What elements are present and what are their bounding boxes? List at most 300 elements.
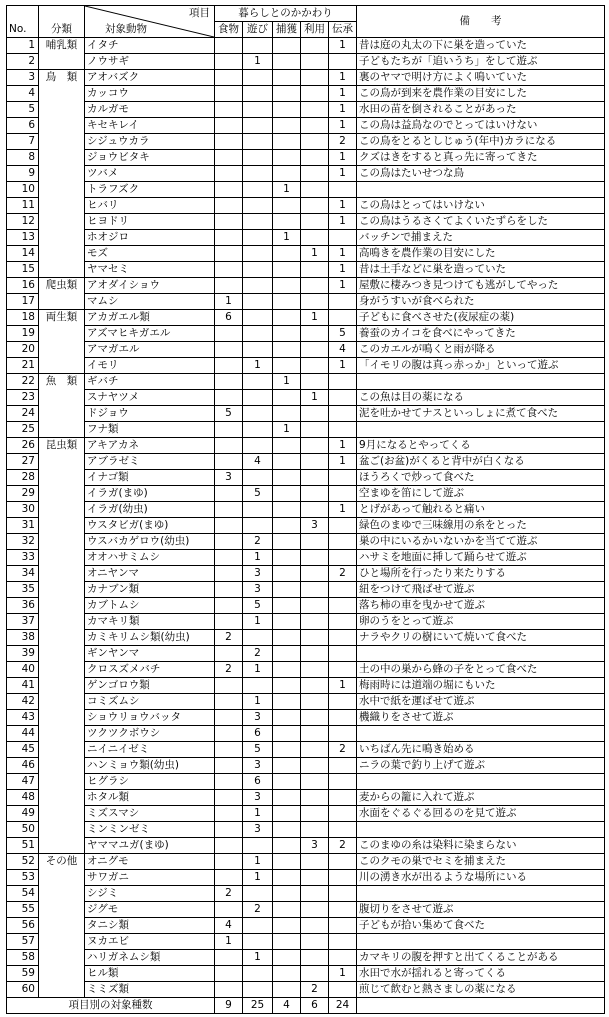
row-capture-value [273,310,301,326]
row-use-value [301,614,329,630]
row-food-value [215,518,243,534]
row-use-value [301,534,329,550]
row-food-value [215,38,243,54]
row-no: 51 [7,838,39,854]
row-play-value [243,326,273,342]
row-no: 55 [7,902,39,918]
table-row [7,662,605,678]
row-no: 37 [7,614,39,630]
row-lore-value: 2 [329,566,357,582]
row-no: 40 [7,662,39,678]
row-no: 26 [7,438,39,454]
row-remarks: 煎じて飲むと熱さましの薬になる [357,982,605,998]
row-no: 54 [7,886,39,902]
row-play-value [243,70,273,86]
row-animal-name: シジミ [85,886,215,902]
row-remarks [357,886,605,902]
row-food-value [215,422,243,438]
row-animal-name: ゲンゴロウ類 [85,678,215,694]
row-capture-value [273,950,301,966]
row-remarks: ニラの葉で釣り上げて遊ぶ [357,758,605,774]
row-remarks: この鳥が到来を農作業の目安にした [357,86,605,102]
row-play-value [243,166,273,182]
row-remarks: クズはきをすると真っ先に寄ってきた [357,150,605,166]
row-food-value [215,550,243,566]
header-category-label: 分類 [39,22,85,38]
row-use-value [301,150,329,166]
table-row [7,38,605,54]
row-food-value: 2 [215,630,243,646]
row-animal-name: スナヤツメ [85,390,215,406]
row-remarks: とげがあって触れると痛い [357,502,605,518]
table-row [7,502,605,518]
row-capture-value [273,54,301,70]
row-use-value: 3 [301,518,329,534]
row-lore-value [329,534,357,550]
row-play-value [243,934,273,950]
row-use-value [301,870,329,886]
row-animal-name: アマガエル [85,342,215,358]
row-play-value: 6 [243,774,273,790]
row-animal-name: カマキリ類 [85,614,215,630]
row-capture-value [273,918,301,934]
row-use-value [301,230,329,246]
row-animal-name: ヒグラシ [85,774,215,790]
row-animal-name: ホタル類 [85,790,215,806]
row-play-value [243,214,273,230]
row-capture-value [273,566,301,582]
row-remarks: 盆ご(お盆)がくると背中が白くなる [357,454,605,470]
row-remarks: 機織りをさせて遊ぶ [357,710,605,726]
animal-relationship-table [6,5,605,1014]
row-capture-value [273,102,301,118]
row-food-value [215,614,243,630]
header-item-animal-cell [85,6,215,38]
row-no: 30 [7,502,39,518]
row-play-value: 1 [243,358,273,374]
row-use-value [301,198,329,214]
row-lore-value [329,918,357,934]
row-use-value [301,294,329,310]
row-food-value [215,598,243,614]
row-use-value [301,710,329,726]
row-animal-name: ヒル類 [85,966,215,982]
row-use-value [301,118,329,134]
row-animal-name: ギンヤンマ [85,646,215,662]
row-food-value [215,902,243,918]
row-no: 10 [7,182,39,198]
row-remarks: 裏のヤマで明け方によく鳴いていた [357,70,605,86]
row-no: 27 [7,454,39,470]
row-remarks: この鳥をとるとしじゅう(年中)カラになる [357,134,605,150]
total-lore: 24 [329,998,357,1014]
table-row [7,374,605,390]
row-no: 12 [7,214,39,230]
row-animal-name: ヤママユガ(まゆ) [85,838,215,854]
row-capture-value [273,214,301,230]
header-no-top [7,6,39,22]
row-no: 50 [7,822,39,838]
row-lore-value [329,934,357,950]
row-remarks: 巣の中にいるかいないかを当てて遊ぶ [357,534,605,550]
table-row [7,230,605,246]
table-row [7,582,605,598]
table-row [7,246,605,262]
row-lore-value: 1 [329,278,357,294]
row-capture-value [273,454,301,470]
row-capture-value [273,390,301,406]
table-row [7,518,605,534]
row-no: 18 [7,310,39,326]
row-animal-name: ホオジロ [85,230,215,246]
row-food-value [215,278,243,294]
row-food-value [215,966,243,982]
table-row [7,214,605,230]
table-row [7,838,605,854]
row-capture-value [273,38,301,54]
row-remarks: 川の湧き水が出るような場所にいる [357,870,605,886]
row-capture-value [273,166,301,182]
row-play-value [243,102,273,118]
table-row [7,278,605,294]
row-animal-name: アキアカネ [85,438,215,454]
row-play-value [243,230,273,246]
row-play-value: 5 [243,742,273,758]
row-remarks: 空まゆを笛にして遊ぶ [357,486,605,502]
row-food-value [215,70,243,86]
row-play-value: 1 [243,806,273,822]
row-lore-value [329,374,357,390]
row-capture-value: 1 [273,374,301,390]
row-lore-value: 1 [329,150,357,166]
row-lore-value [329,646,357,662]
row-use-value [301,70,329,86]
row-use-value [301,726,329,742]
row-food-value [215,646,243,662]
row-no: 5 [7,102,39,118]
row-no: 32 [7,534,39,550]
row-play-value [243,630,273,646]
row-play-value [243,966,273,982]
row-animal-name: カナブン類 [85,582,215,598]
row-no: 38 [7,630,39,646]
row-capture-value [273,870,301,886]
row-lore-value [329,598,357,614]
table-row [7,630,605,646]
row-play-value: 3 [243,822,273,838]
row-play-value: 1 [243,662,273,678]
row-capture-value [273,678,301,694]
row-no: 11 [7,198,39,214]
row-animal-name: ヒバリ [85,198,215,214]
row-capture-value [273,438,301,454]
row-use-value [301,166,329,182]
row-lore-value: 1 [329,454,357,470]
total-play: 25 [243,998,273,1014]
row-use-value [301,598,329,614]
row-animal-name: カッコウ [85,86,215,102]
row-no: 42 [7,694,39,710]
row-food-value [215,342,243,358]
row-remarks: ナラやクリの樹にいて焼いて食べた [357,630,605,646]
row-lore-value [329,694,357,710]
row-use-value [301,502,329,518]
row-capture-value [273,134,301,150]
row-food-value [215,502,243,518]
row-play-value: 3 [243,758,273,774]
row-use-value: 1 [301,246,329,262]
row-animal-name: イラガ(幼虫) [85,502,215,518]
row-no: 36 [7,598,39,614]
row-capture-value [273,406,301,422]
table-row [7,294,605,310]
row-use-value [301,102,329,118]
row-play-value [243,918,273,934]
row-play-value [243,150,273,166]
row-lore-value [329,54,357,70]
row-category: 両生類 [39,310,85,374]
row-food-value: 6 [215,310,243,326]
row-remarks: 昔は庭の丸太の下に巣を造っていた [357,38,605,54]
row-food-value [215,822,243,838]
table-row [7,598,605,614]
row-no: 22 [7,374,39,390]
row-play-value: 1 [243,854,273,870]
row-category: 哺乳類 [39,38,85,70]
table-row [7,550,605,566]
row-remarks: 屋敷に棲みつき見つけても逃がしてやった [357,278,605,294]
row-lore-value [329,902,357,918]
row-play-value [243,518,273,534]
row-animal-name: ウスバカゲロウ(幼虫) [85,534,215,550]
row-lore-value: 1 [329,102,357,118]
row-animal-name: キセキレイ [85,118,215,134]
row-capture-value [273,486,301,502]
row-food-value: 2 [215,662,243,678]
row-use-value [301,902,329,918]
row-no: 56 [7,918,39,934]
row-play-value: 1 [243,54,273,70]
row-food-value [215,326,243,342]
row-animal-name: サワガニ [85,870,215,886]
row-food-value [215,566,243,582]
row-food-value: 1 [215,934,243,950]
row-category: その他 [39,854,85,998]
header-col-play: 遊び [243,22,273,38]
table-row [7,790,605,806]
row-food-value [215,726,243,742]
row-food-value [215,710,243,726]
row-capture-value [273,502,301,518]
row-play-value [243,502,273,518]
row-capture-value [273,742,301,758]
row-capture-value [273,470,301,486]
row-capture-value [273,358,301,374]
row-food-value: 2 [215,886,243,902]
row-lore-value [329,182,357,198]
row-capture-value [273,262,301,278]
row-play-value: 1 [243,550,273,566]
row-play-value [243,246,273,262]
row-play-value [243,678,273,694]
row-capture-value: 1 [273,230,301,246]
header-col-use: 利用 [301,22,329,38]
row-use-value [301,742,329,758]
row-animal-name: ショウリョウバッタ [85,710,215,726]
row-use-value [301,454,329,470]
row-use-value [301,678,329,694]
row-lore-value [329,886,357,902]
row-lore-value: 1 [329,438,357,454]
row-category: 昆虫類 [39,438,85,854]
row-no: 14 [7,246,39,262]
row-remarks: この鳥はとってはいけない [357,198,605,214]
row-no: 41 [7,678,39,694]
row-lore-value: 1 [329,246,357,262]
row-remarks: 養蚕のカイコを食べにやってきた [357,326,605,342]
row-use-value [301,326,329,342]
totals-remarks-empty [357,998,605,1014]
row-play-value: 5 [243,486,273,502]
row-use-value [301,886,329,902]
row-remarks: ほうろくで炒って食べた [357,470,605,486]
row-animal-name: モズ [85,246,215,262]
row-lore-value [329,486,357,502]
row-food-value [215,950,243,966]
row-food-value: 5 [215,406,243,422]
row-food-value [215,854,243,870]
row-play-value [243,422,273,438]
row-lore-value [329,230,357,246]
row-lore-value [329,710,357,726]
row-lore-value: 1 [329,166,357,182]
row-play-value: 3 [243,790,273,806]
row-lore-value: 1 [329,358,357,374]
row-lore-value [329,806,357,822]
row-use-value [301,934,329,950]
row-capture-value [273,550,301,566]
row-play-value [243,198,273,214]
row-animal-name: アブラゼミ [85,454,215,470]
row-play-value: 3 [243,582,273,598]
row-remarks: ハサミを地面に挿して踊らせて遊ぶ [357,550,605,566]
row-food-value: 4 [215,918,243,934]
row-lore-value: 1 [329,262,357,278]
row-food-value [215,838,243,854]
row-play-value [243,86,273,102]
table-row [7,918,605,934]
table-row [7,742,605,758]
row-use-value [301,358,329,374]
table-row [7,806,605,822]
row-capture-value [273,806,301,822]
row-food-value [215,678,243,694]
row-animal-name: シジュウカラ [85,134,215,150]
row-remarks: この鳥はうるさくてよくいたずらをした [357,214,605,230]
row-animal-name: アカガエル類 [85,310,215,326]
row-lore-value [329,582,357,598]
row-animal-name: トラフズク [85,182,215,198]
table-row [7,54,605,70]
row-animal-name: タニシ類 [85,918,215,934]
table-row [7,134,605,150]
row-animal-name: ミミズ類 [85,982,215,998]
row-animal-name: アオダイショウ [85,278,215,294]
row-play-value: 6 [243,726,273,742]
row-play-value [243,310,273,326]
row-play-value [243,118,273,134]
row-remarks: ひと場所を行ったり来たりする [357,566,605,582]
row-remarks: 紐をつけて飛ばせて遊ぶ [357,582,605,598]
row-remarks: このカエルが鳴くと雨が降る [357,342,605,358]
row-remarks: この鳥は益鳥なのでとってはいけない [357,118,605,134]
row-lore-value [329,630,357,646]
row-lore-value [329,614,357,630]
row-no: 24 [7,406,39,422]
table-row [7,326,605,342]
row-remarks: 水面をぐるぐる回るのを見て遊ぶ [357,806,605,822]
row-remarks [357,934,605,950]
table-row [7,934,605,950]
row-capture-value [273,966,301,982]
header-remarks-label: 備 考 [357,6,605,38]
row-food-value [215,742,243,758]
row-food-value: 3 [215,470,243,486]
row-capture-value [273,198,301,214]
row-remarks: 緑色のまゆで三味線用の糸をとった [357,518,605,534]
row-food-value [215,150,243,166]
row-remarks: 子どもたちが「追いうち」をして遊ぶ [357,54,605,70]
row-food-value [215,870,243,886]
table-row [7,710,605,726]
row-capture-value [273,758,301,774]
row-no: 3 [7,70,39,86]
table-row [7,982,605,998]
row-remarks: 腹切りをさせて遊ぶ [357,902,605,918]
row-remarks: 9月になるとやってくる [357,438,605,454]
row-no: 6 [7,118,39,134]
row-no: 8 [7,150,39,166]
row-food-value [215,758,243,774]
row-lore-value [329,294,357,310]
row-food-value [215,118,243,134]
row-remarks: このクモの巣でセミを捕まえた [357,854,605,870]
row-no: 34 [7,566,39,582]
header-group-label: 暮らしとのかかわり [215,6,357,22]
row-use-value [301,662,329,678]
row-use-value [301,438,329,454]
row-capture-value [273,326,301,342]
row-use-value: 2 [301,982,329,998]
row-animal-name: アオバズク [85,70,215,86]
row-capture-value [273,646,301,662]
row-no: 4 [7,86,39,102]
row-use-value: 3 [301,838,329,854]
row-play-value: 3 [243,566,273,582]
row-capture-value [273,790,301,806]
row-capture-value [273,70,301,86]
row-food-value [215,86,243,102]
row-remarks [357,646,605,662]
row-food-value [215,54,243,70]
row-lore-value: 5 [329,326,357,342]
row-food-value [215,486,243,502]
row-no: 7 [7,134,39,150]
row-lore-value: 1 [329,214,357,230]
table-row [7,118,605,134]
row-food-value [215,438,243,454]
table-row [7,150,605,166]
